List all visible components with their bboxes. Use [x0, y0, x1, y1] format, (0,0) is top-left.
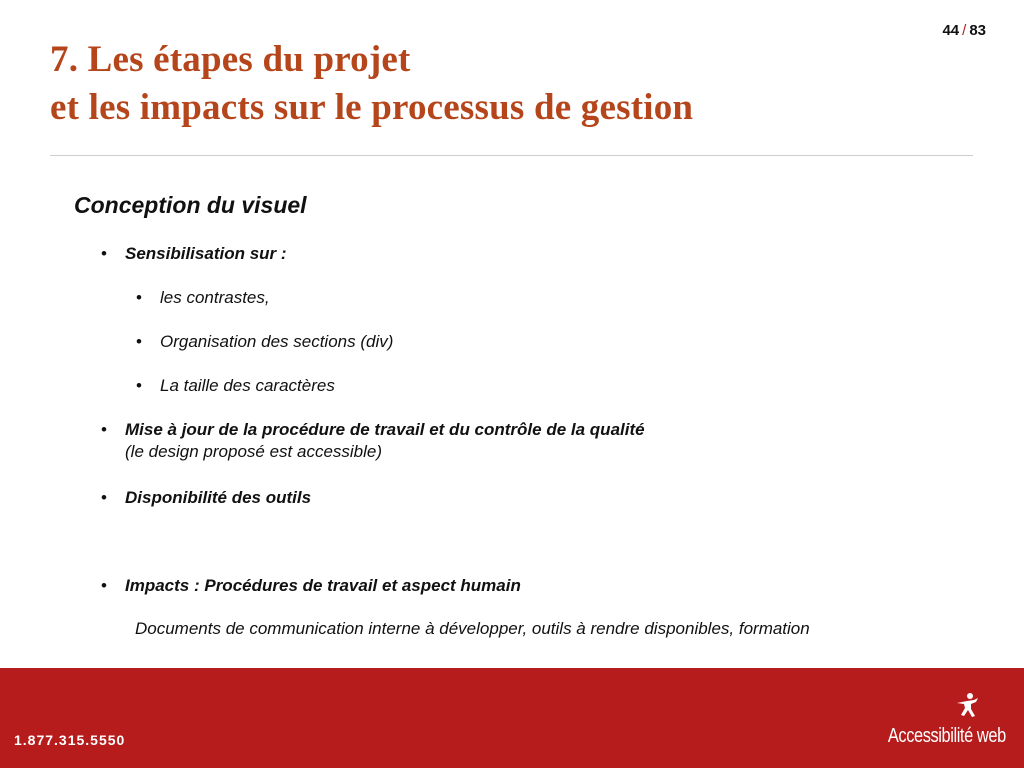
bullet-dot: •: [101, 420, 107, 439]
sub-bullet-text: les contrastes,: [160, 288, 270, 307]
bullet-disponibilite: [101, 487, 312, 509]
bullet-dot: •: [136, 332, 142, 351]
slide-title-line-2: et les impacts sur le processus de gestion: [50, 87, 694, 128]
sub-bullet-organisation: [136, 331, 394, 353]
bullet-mise-a-jour: [101, 419, 645, 463]
page-total: 83: [969, 22, 986, 39]
title-divider: [50, 155, 973, 156]
bullet-dot: •: [101, 244, 107, 263]
sub-bullet-text: La taille des caractères: [160, 376, 335, 395]
slide-title-line-1: 7. Les étapes du projet: [50, 39, 411, 80]
bullet-dot: •: [101, 488, 107, 507]
bullet-text: Impacts : Procédures de travail et aspect humain: [125, 576, 521, 595]
page-current: 44: [942, 22, 960, 39]
bullet-text: Sensibilisation sur :: [125, 244, 287, 263]
accessibilite-web-logo: [886, 698, 1006, 748]
footer-bar: [0, 668, 1024, 768]
sub-bullet-text: Organisation des sections (div): [160, 332, 394, 351]
bullet-sensibilisation: [101, 243, 287, 265]
logo-text: Accessibilité web: [888, 725, 1006, 747]
impacts-detail: Documents de communication interne à développer, outils à rendre disponibles, formation: [135, 619, 810, 638]
section-heading: Conception du visuel: [74, 192, 307, 218]
bullet-impacts: [101, 575, 521, 597]
slide-title: [50, 36, 693, 132]
bullet-text: Disponibilité des outils: [125, 488, 312, 507]
bullet-subnote: (le design proposé est accessible): [125, 442, 383, 461]
star-person-icon: [954, 692, 980, 718]
bullet-dot: •: [136, 288, 142, 307]
sub-bullet-contrastes: [136, 287, 270, 309]
footer-phone: 1.877.315.5550: [14, 732, 126, 748]
sub-bullet-taille: [136, 375, 335, 397]
bullet-text: Mise à jour de la procédure de travail et du contrôle de la qualité: [125, 420, 645, 439]
bullet-dot: •: [101, 576, 107, 595]
page-counter: [942, 22, 986, 39]
bullet-dot: •: [136, 376, 142, 395]
page-separator: /: [962, 22, 967, 39]
